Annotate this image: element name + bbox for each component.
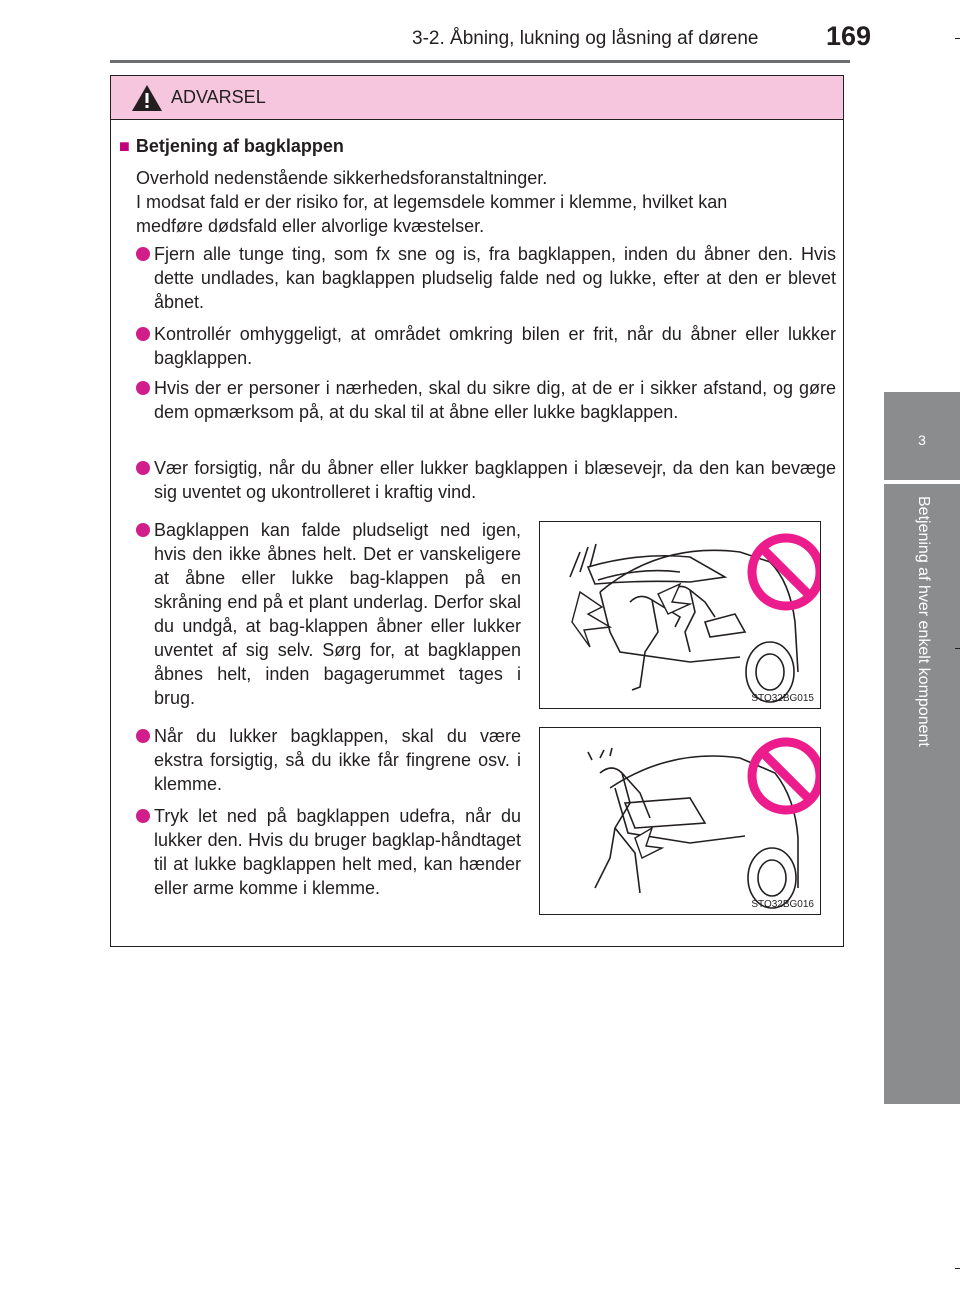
prohibition-icon xyxy=(752,742,820,810)
margin-tick xyxy=(955,38,960,39)
margin-tick xyxy=(955,1268,960,1269)
square-bullet-icon: ■ xyxy=(119,136,130,156)
intro-line: medføre dødsfald eller alvorlige kvæstelser. xyxy=(136,216,485,236)
bullet-text: Kontrollér omhyggeligt, at området omkring bilen er frit, når du åbner eller lukker bagklappen. xyxy=(154,324,836,368)
chapter-tab xyxy=(884,484,960,1104)
car-rear-closing-illustration xyxy=(540,728,820,914)
bullet-item xyxy=(136,376,836,424)
intro-text xyxy=(136,166,836,238)
bullet-text: Tryk let ned på bagklappen udefra, når du lukker den. Hvis du bruger bagklap-håndtaget til at lukke bagklappen helt med, kan hænder eller arme komme i klemme. xyxy=(154,806,521,898)
prohibition-icon xyxy=(752,538,820,606)
intro-line: Overhold nedenstående sikkerhedsforanstaltninger. xyxy=(136,168,548,188)
bullet-dot-icon xyxy=(136,809,150,823)
margin-tick xyxy=(955,648,960,649)
chapter-tab-label: Betjening af hver enkelt komponent xyxy=(915,496,932,747)
bullet-item xyxy=(136,724,521,796)
warning-box xyxy=(110,75,844,947)
warning-title: ADVARSEL xyxy=(171,87,266,107)
illustration-fingers-caught xyxy=(539,727,821,915)
section-heading-text: Betjening af bagklappen xyxy=(135,136,344,156)
bullet-text: Bagklappen kan falde pludseligt ned igen, hvis den ikke åbnes helt. Det er vanskeligere at åbne eller lukke bag-klappen på en skråning end på et plant underlag. Derfor skal du undgå, at bag-klappen åbner eller lukker uventet af sig selv. Sørg for, at bagklappen åbnes helt, inden bagagerummet tages i brug. xyxy=(154,520,521,708)
bullet-dot-icon xyxy=(136,247,150,261)
bullet-item xyxy=(136,456,836,504)
bullet-text: Vær forsigtig, når du åbner eller lukker bagklappen i blæsevejr, da den kan bevæge sig uventet og ukontrolleret i kraftig vind. xyxy=(154,458,836,502)
header-section-title: 3-2. Åbning, lukning og låsning af dørene xyxy=(412,28,759,49)
bullet-dot-icon xyxy=(136,523,150,537)
bullet-dot-icon xyxy=(136,729,150,743)
bullet-text: Når du lukker bagklappen, skal du være ekstra forsigtig, så du ikke får fingrene osv. i klemme. xyxy=(154,726,521,794)
section-heading xyxy=(119,136,344,157)
bullet-dot-icon xyxy=(136,381,150,395)
warning-header xyxy=(111,76,843,120)
bullet-text: Fjern alle tunge ting, som fx sne og is, fra bagklappen, inden du åbner den. Hvis dette undlades, kan bagklappen pludselig falde ned og lukke, efter at den er blevet åbnet. xyxy=(154,244,836,312)
page-number: 169 xyxy=(826,21,872,51)
bullet-dot-icon xyxy=(136,327,150,341)
bullet-dot-icon xyxy=(136,461,150,475)
illustration-tailgate-falling xyxy=(539,521,821,709)
bullet-item xyxy=(136,322,836,370)
bullet-text: Hvis der er personer i nærheden, skal du sikre dig, at de er i sikker afstand, og gøre dem opmærksom på, at du skal til at åbne eller lukke bagklappen. xyxy=(154,378,836,422)
bullet-item xyxy=(136,518,521,710)
chapter-tab-number: 3 xyxy=(884,392,960,480)
bullet-item xyxy=(136,242,836,314)
figure-code: STO32BG015 xyxy=(751,693,814,704)
car-rear-illustration xyxy=(540,522,820,708)
warning-triangle-icon xyxy=(131,84,163,112)
figure-code: STO32BG016 xyxy=(751,899,814,910)
intro-line: I modsat fald er der risiko for, at legemsdele kommer i klemme, hvilket kan xyxy=(136,192,728,212)
bullet-item xyxy=(136,804,521,900)
header-rule xyxy=(110,60,850,63)
